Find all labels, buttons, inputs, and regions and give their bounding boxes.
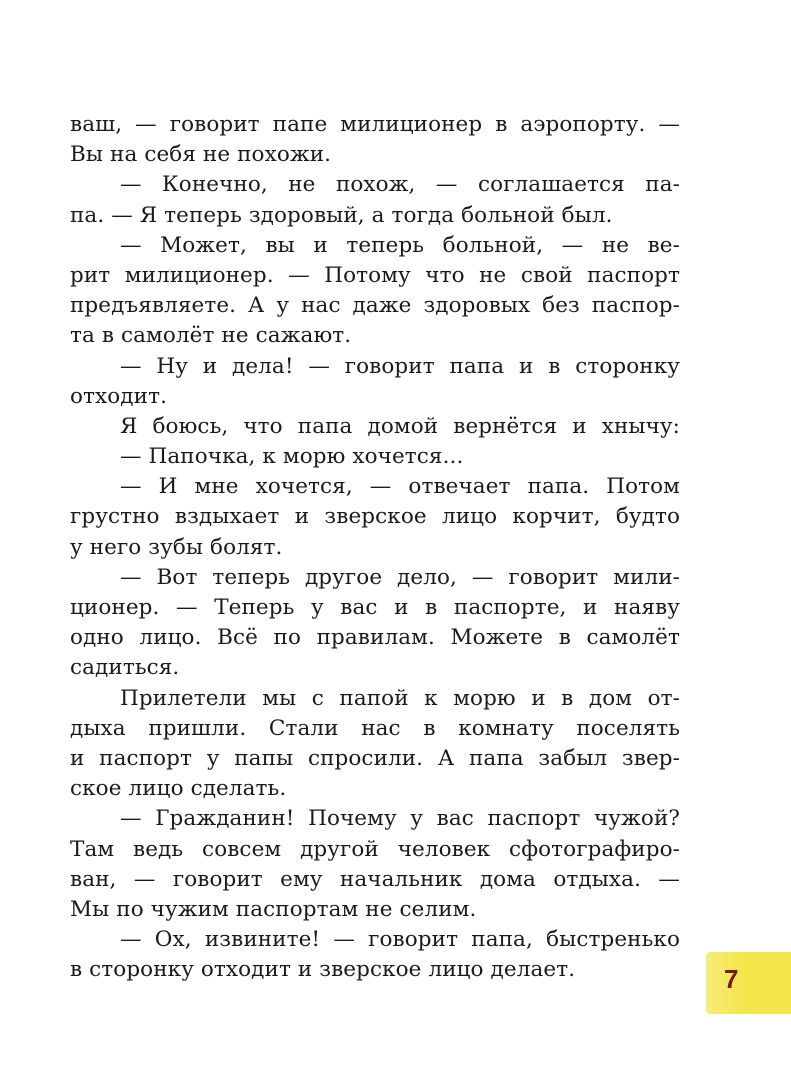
text-line: дыха пришли. Стали нас в комнату поселять — [70, 715, 680, 741]
text-line: Прилетели мы с папой к морю и в дом от- — [120, 685, 680, 711]
text-line: — И мне хочется, — отвечает папа. Потом — [120, 474, 680, 500]
book-page-text — [70, 110, 680, 985]
text-line: садиться. — [70, 655, 180, 681]
text-line: — Папочка, к морю хочется... — [120, 444, 464, 470]
text-line: предъявляете. А у нас даже здоровых без паспор- — [70, 293, 680, 319]
page-number-tab — [706, 952, 791, 1014]
text-line: — Гражданин! Почему у вас паспорт чужой? — [120, 806, 680, 832]
page-number: 7 — [724, 964, 739, 994]
text-line: в сторонку отходит и зверское лицо делает. — [70, 957, 576, 983]
text-line: та в самолёт не сажают. — [70, 323, 352, 349]
text-line: ционер. — Теперь у вас и в паспорте, и наяву — [70, 595, 680, 620]
text-line: — Ох, извините! — говорит папа, быстренько — [120, 927, 680, 953]
text-line: — Вот теперь другое дело, — говорит мили- — [120, 564, 680, 590]
text-line: грустно вздыхает и зверское лицо корчит, будто — [70, 504, 680, 530]
text-line: — Может, вы и теперь больной, — не ве- — [120, 232, 680, 258]
text-line: отходит. — [70, 383, 168, 409]
text-line: ское лицо сделать. — [70, 776, 287, 802]
text-line: и паспорт у папы спросили. А папа забыл звер- — [70, 745, 680, 771]
text-line: — Ну и дела! — говорит папа и в сторонку — [120, 353, 680, 379]
text-line: па. — Я теперь здоровый, а тогда больной был. — [70, 202, 613, 228]
text-line: Вы на себя не похожи. — [70, 142, 332, 168]
text-line: рит милиционер. — Потому что не свой паспорт — [70, 262, 680, 288]
text-line: ваш, — говорит папе милиционер в аэропорту. — — [70, 112, 680, 137]
text-line: Мы по чужим паспортам не селим. — [70, 896, 477, 922]
text-line: у него зубы болят. — [70, 534, 283, 560]
text-line: — Конечно, не похож, — соглашается па- — [120, 172, 680, 198]
text-line: ван, — говорит ему начальник дома отдыха. — — [70, 866, 680, 892]
text-line: одно лицо. Всё по правилам. Можете в самолёт — [70, 625, 680, 651]
text-line: Я боюсь, что папа домой вернётся и хнычу: — [120, 413, 680, 439]
text-line: Там ведь совсем другой человек сфотографиро- — [70, 836, 680, 862]
